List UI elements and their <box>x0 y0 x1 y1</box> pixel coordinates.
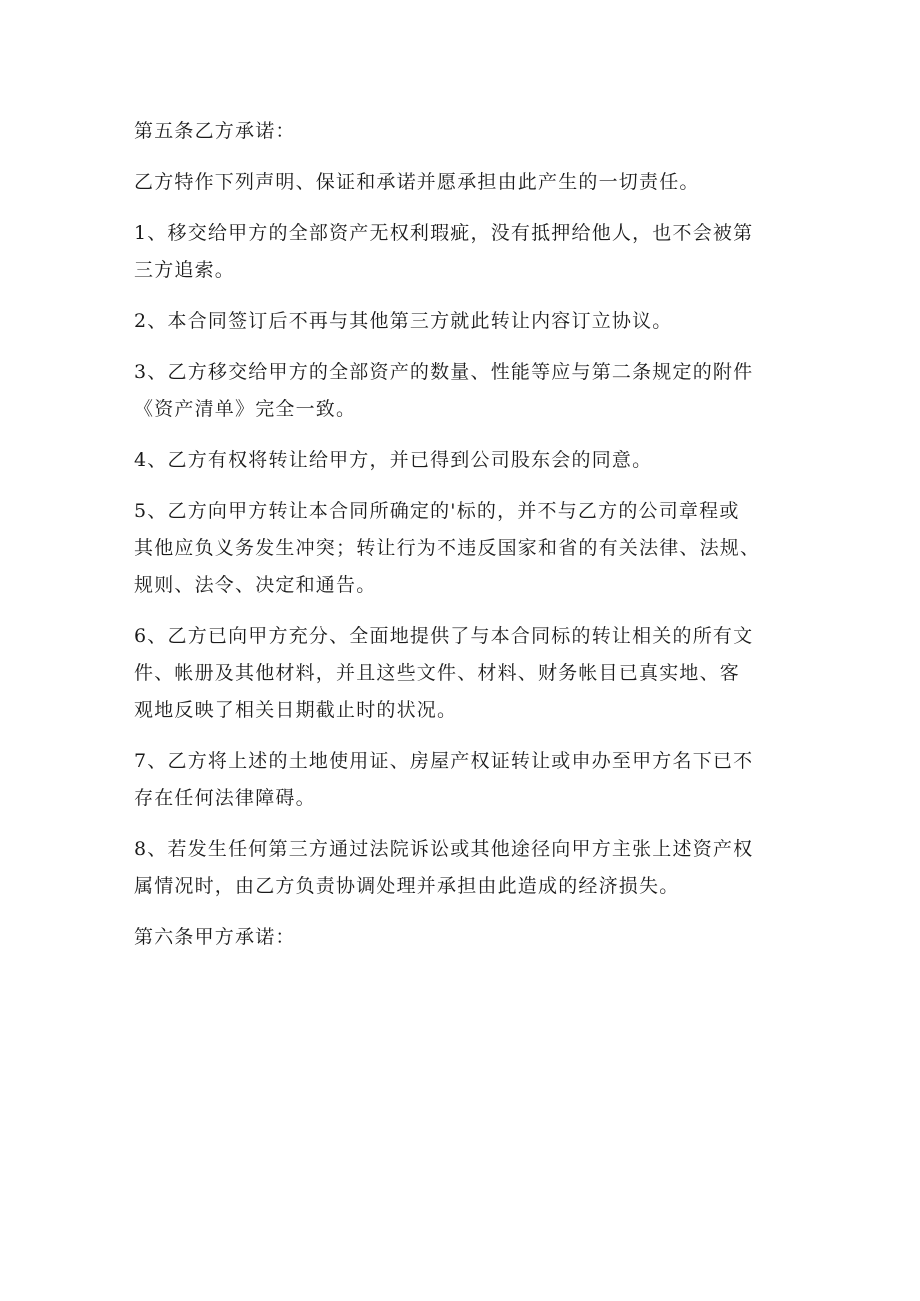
text-line: 3、乙方移交给甲方的全部资产的数量、性能等应与第二条规定的附件 <box>134 361 754 383</box>
paragraph-item-3 <box>134 354 794 428</box>
text-line: 件、帐册及其他材料，并且这些文件、材料、财务帐目已真实地、客 <box>134 662 741 684</box>
paragraph-item-5 <box>134 493 794 604</box>
text-line: 属情况时，由乙方负责协调处理并承担由此造成的经济损失。 <box>134 875 680 897</box>
paragraph-item-1 <box>134 215 794 289</box>
text-line: 第六条甲方承诺： <box>134 926 296 948</box>
paragraph-item-6 <box>134 618 794 729</box>
text-line: 存在任何法律障碍。 <box>134 787 316 809</box>
paragraph-item-7 <box>134 743 794 817</box>
paragraph-party-b-declaration <box>134 164 794 201</box>
text-line: 观地反映了相关日期截止时的状况。 <box>134 699 458 721</box>
paragraph-item-4 <box>134 442 794 479</box>
text-line: 2、本合同签订后不再与其他第三方就此转让内容订立协议。 <box>134 310 673 332</box>
text-line: 其他应负义务发生冲突；转让行为不违反国家和省的有关法律、法规、 <box>134 537 761 559</box>
paragraph-article-6-heading <box>134 919 794 956</box>
text-line: 8、若发生任何第三方通过法院诉讼或其他途径向甲方主张上述资产权 <box>134 838 754 860</box>
text-line: 三方追索。 <box>134 259 236 281</box>
text-line: 乙方特作下列声明、保证和承诺并愿承担由此产生的一切责任。 <box>134 171 700 193</box>
paragraph-item-2 <box>134 303 794 340</box>
text-line: 5、乙方向甲方转让本合同所确定的'标的，并不与乙方的公司章程或 <box>134 500 740 522</box>
paragraph-item-8 <box>134 831 794 905</box>
text-line: 6、乙方已向甲方充分、全面地提供了与本合同标的转让相关的所有文 <box>134 625 754 647</box>
text-line: 7、乙方将上述的土地使用证、房屋产权证转让或申办至甲方名下已不 <box>134 750 754 772</box>
document-body <box>134 113 794 970</box>
text-line: 《资产清单》完全一致。 <box>134 398 357 420</box>
text-line: 规则、法令、决定和通告。 <box>134 574 377 596</box>
text-line: 第五条乙方承诺： <box>134 120 296 142</box>
text-line: 1、移交给甲方的全部资产无权利瑕疵，没有抵押给他人，也不会被第 <box>134 222 754 244</box>
text-line: 4、乙方有权将转让给甲方，并已得到公司股东会的同意。 <box>134 449 653 471</box>
paragraph-article-5-heading <box>134 113 794 150</box>
